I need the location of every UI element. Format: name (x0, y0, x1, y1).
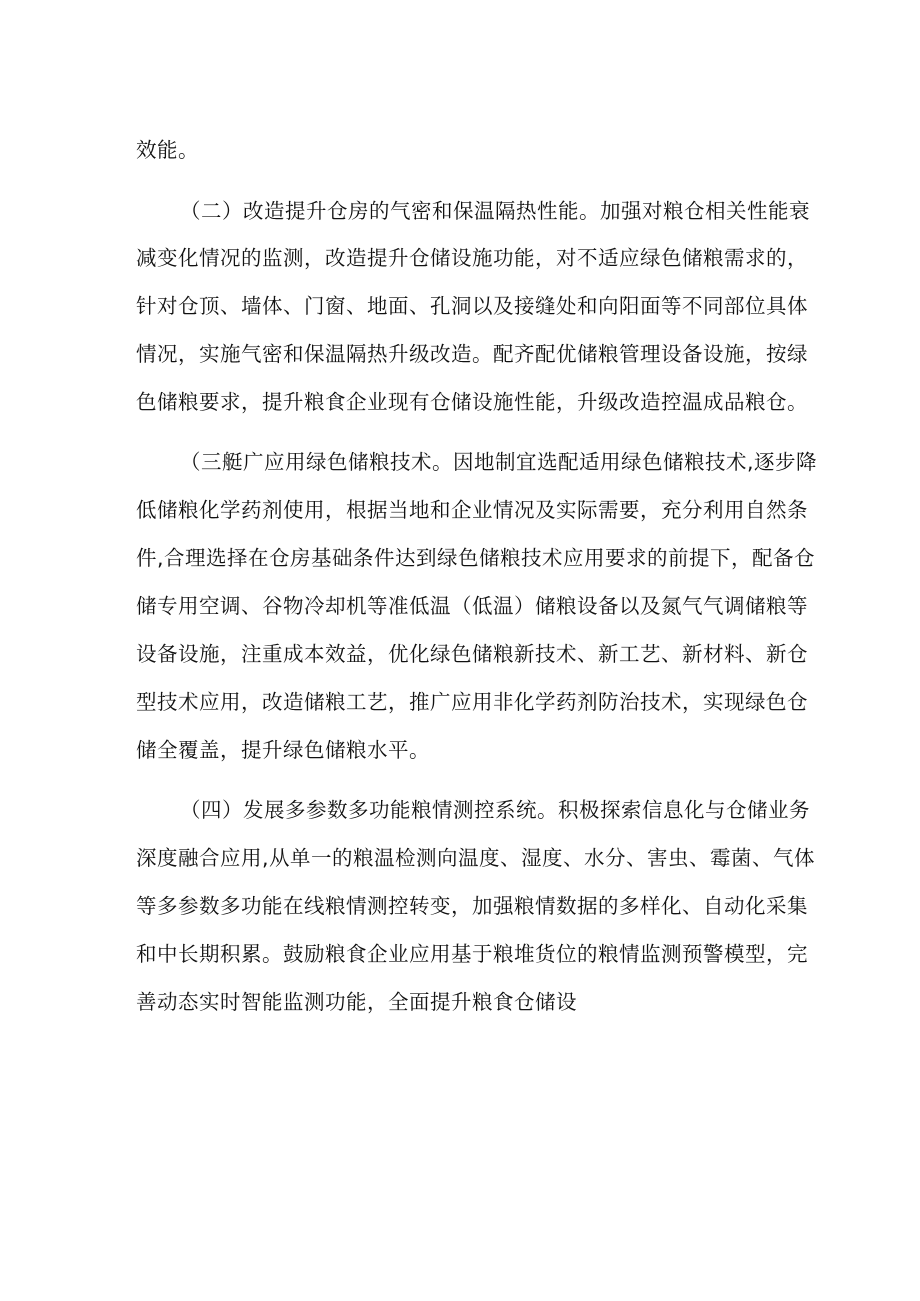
text-line: 深度融合应用,从单一的粮温检测向温度、湿度、水分、害虫、霉菌、气体 (136, 846, 816, 870)
text-line: 减变化情况的监测，改造提升仓储设施功能，对不适应绿色储粮需求的， (136, 246, 808, 270)
text-line: （二）改造提升仓房的气密和保温隔热性能。加强对粮仓相关性能衰 (180, 199, 810, 223)
text-line: 储全覆盖，提升绿色储粮水平。 (136, 738, 430, 762)
text-line: 情况，实施气密和保温隔热升级改造。配齐配优储粮管理设备设施，按绿 (136, 342, 808, 366)
text-line: 等多参数多功能在线粮情测控转变，加强粮情数据的多样化、自动化采集 (136, 894, 808, 918)
text-line: 设备设施，注重成本效益，优化绿色储粮新技术、新工艺、新材料、新仓 (136, 642, 808, 666)
text-line: （三艇广应用绿色储粮技术。因地制宜选配适用绿色储粮技术,逐步降 (180, 450, 818, 474)
text-line: 件,合理选择在仓房基础条件达到绿色储粮技术应用要求的前提下，配备仓 (136, 546, 816, 570)
text-line: 低储粮化学药剂使用，根据当地和企业情况及实际需要，充分利用自然条 (136, 498, 808, 522)
text-line: 善动态实时智能监测功能，全面提升粮食仓储设 (136, 990, 577, 1014)
text-line: 和中长期积累。鼓励粮食企业应用基于粮堆货位的粮情监测预警模型，完 (136, 942, 808, 966)
text-line: 储专用空调、谷物冷却机等准低温（低温）储粮设备以及氮气气调储粮等 (136, 594, 808, 618)
text-line: 型技术应用，改造储粮工艺，推广应用非化学药剂防治技术，实现绿色仓 (136, 690, 808, 714)
text-line: （四）发展多参数多功能粮情测控系统。积极探索信息化与仓储业务 (180, 798, 810, 822)
text-line: 针对仓顶、墙体、门窗、地面、孔洞以及接缝处和向阳面等不同部位具体 (136, 294, 808, 318)
text-line: 色储粮要求，提升粮食企业现有仓储设施性能，升级改造控温成品粮仓。 (136, 390, 808, 414)
text-line: 效能。 (136, 138, 199, 162)
